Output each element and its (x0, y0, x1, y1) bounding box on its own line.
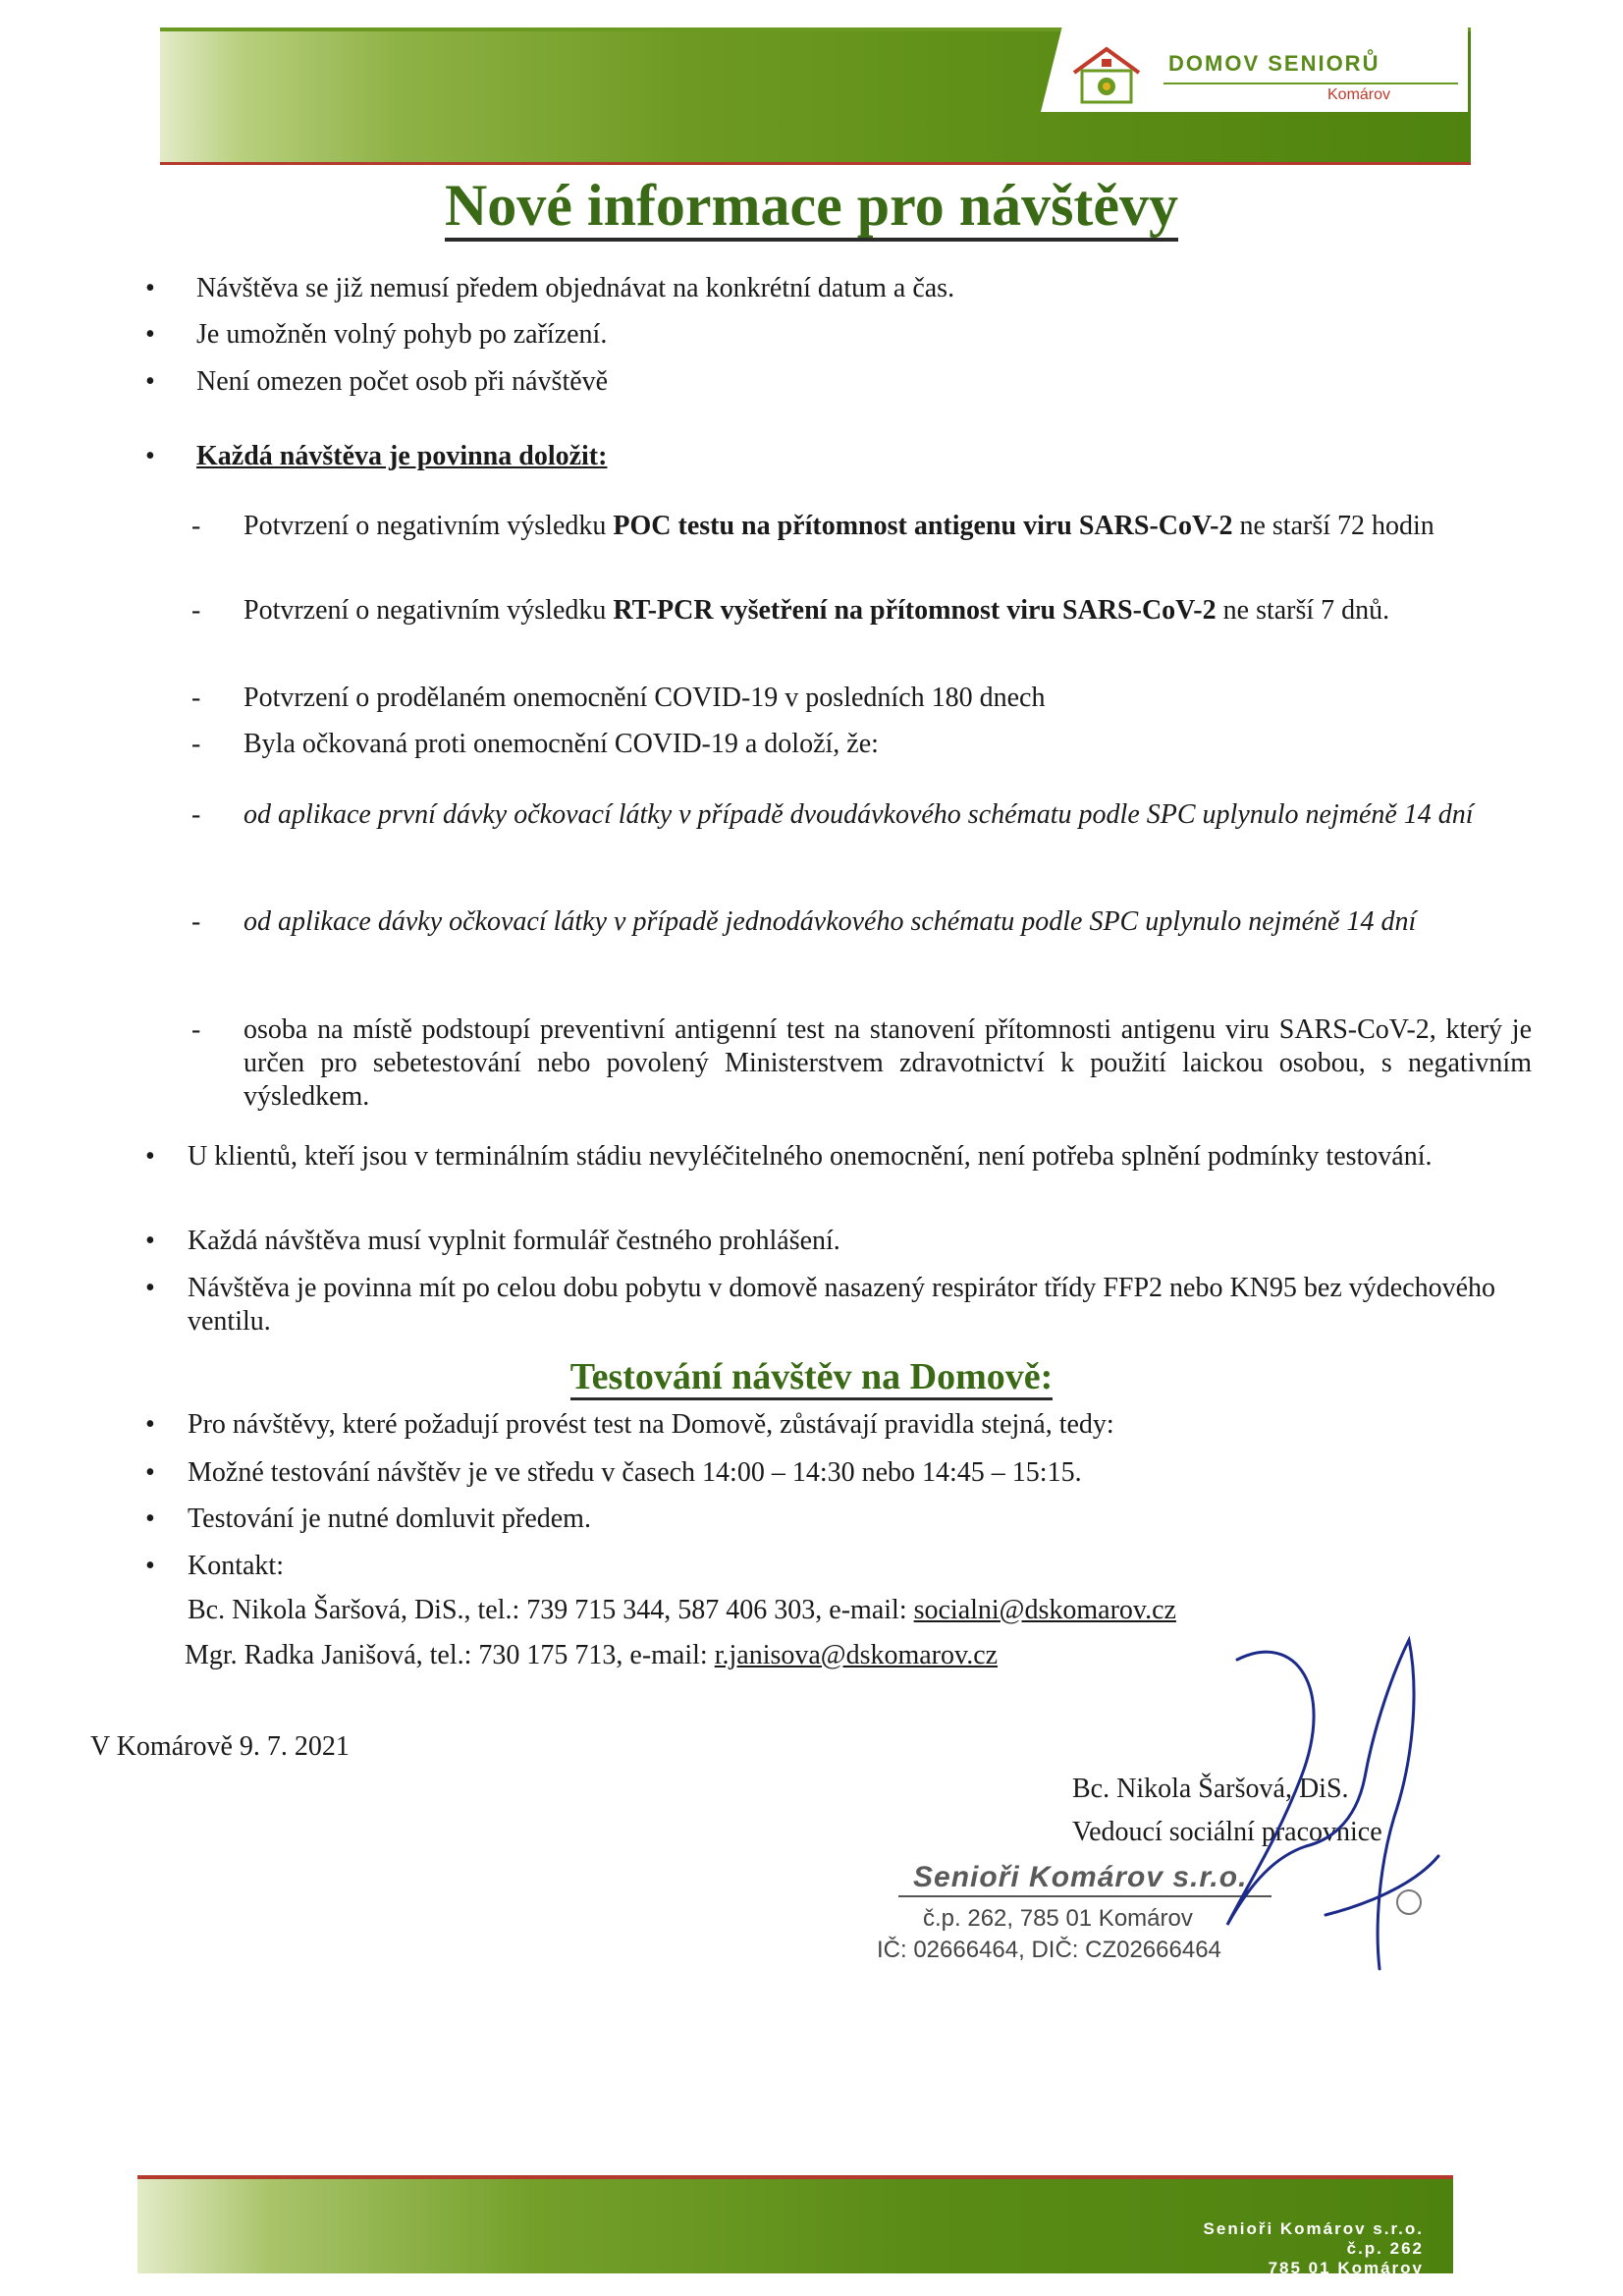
footer-address: č.p. 262 (1346, 2239, 1424, 2258)
contact-line: Mgr. Radka Janišová, tel.: 730 175 713, e-mail: r.janisova@dskomarov.cz (185, 1640, 999, 1670)
logo-divider (1163, 82, 1458, 84)
logo-title: DOMOV SENIORŮ (1168, 51, 1380, 76)
signatory-role: Vedoucí sociální pracovnice (1072, 1817, 1382, 1847)
house-logo-icon (1068, 45, 1145, 106)
email-link[interactable]: r.janisova@dskomarov.cz (714, 1640, 999, 1670)
email-link[interactable]: socialni@dskomarov.cz (913, 1595, 1176, 1625)
footer-banner (137, 2175, 1453, 2277)
footer-company: Senioři Komárov s.r.o. (1203, 2219, 1424, 2238)
signature-icon (1208, 1630, 1443, 2003)
requirement-item: - Potvrzení o negativním výsledku POC testu na přítomnost antigenu viru SARS-CoV-2 ne starší 72 hodin (191, 511, 1434, 541)
place-date: V Komárově 9. 7. 2021 (90, 1731, 350, 1762)
contact-line: Bc. Nikola Šaršová, DiS., tel.: 739 715 344, 587 406 303, e-mail: socialni@dskomarov.cz (188, 1595, 1176, 1625)
stamp-address: č.p. 262, 785 01 Komárov (923, 1905, 1193, 1932)
footer-city: 785 01 Komárov (1268, 2259, 1424, 2277)
signatory-name: Bc. Nikola Šaršová, DiS. (1072, 1774, 1349, 1804)
section-title: Testování návštěv na Domově: (0, 1355, 1623, 1398)
stamp-ids: IČ: 02666464, DIČ: CZ02666464 (877, 1937, 1221, 1963)
logo-subtitle: Komárov (1327, 86, 1391, 103)
requirement-item: - Potvrzení o negativním výsledku RT-PCR vyšetření na přítomnost viru SARS-CoV-2 ne starší 7 dnů. (191, 595, 1390, 626)
page-title: Nové informace pro návštěvy (0, 172, 1623, 240)
stamp-company: Senioři Komárov s.r.o. (913, 1861, 1248, 1893)
